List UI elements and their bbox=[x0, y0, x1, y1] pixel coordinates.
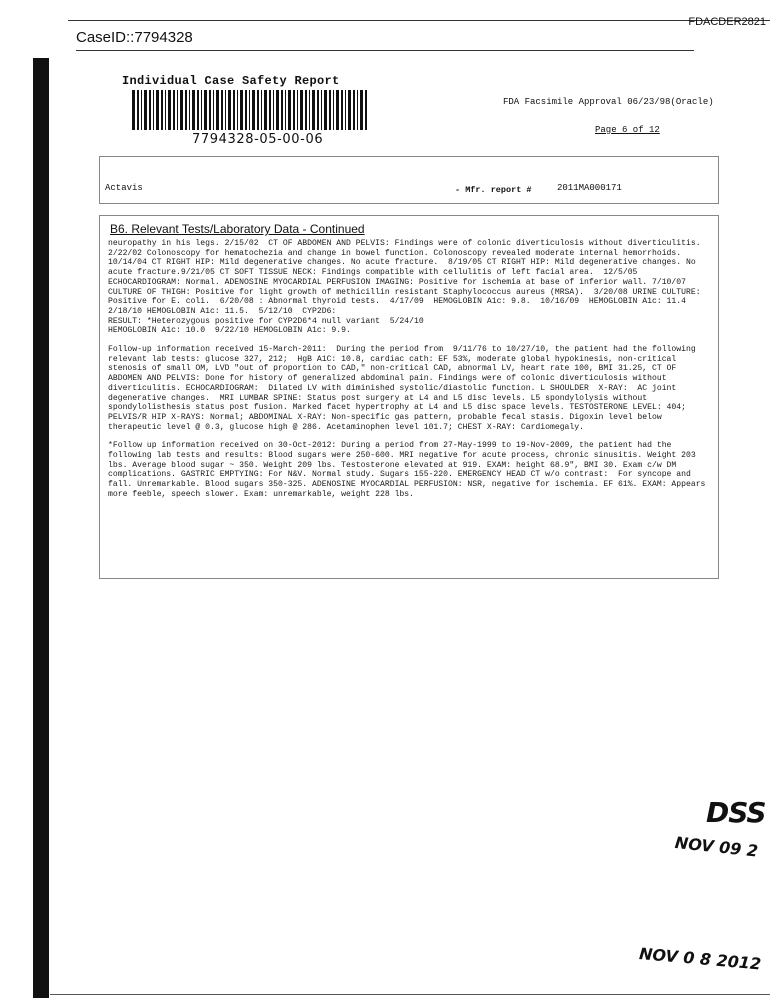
mfr-report-number: 2011MA000171 bbox=[557, 183, 622, 193]
report-title: Individual Case Safety Report bbox=[122, 74, 340, 88]
received-stamp-date: NOV 09 2 bbox=[674, 833, 759, 861]
case-id: CaseID::7794328 bbox=[76, 29, 193, 46]
bottom-rule bbox=[50, 994, 770, 995]
fda-approval: FDA Facsimile Approval 06/23/98(Oracle) bbox=[503, 97, 714, 107]
received-stamp-code: DSS bbox=[706, 796, 766, 829]
barcode-number: 7794328-05-00-06 bbox=[192, 132, 324, 147]
manufacturer-box bbox=[99, 156, 719, 204]
manufacturer-name: Actavis bbox=[105, 183, 143, 193]
lab-paragraph-2: Follow-up information received 15-March-2011: During the period from 9/11/76 to 10/27/10, the patient had the following relevant lab tests: glucose 327, 212; HgB A1C: 10.8, cardiac cath: EF 53%, moderate global hypokinesis, non-critical stenosis of small OM, LVD "out of proportion to CAD," non-critical CAD, abnormal LV, heart rate 100, BMI 31.25, CT OF ABDOMEN AND PELVIS: Done for history of generalized abdominal pain. Findings were of colonic diverticulosis without diverticulitis. ECHOCARDIOGRAM: Dilated LV with diminished systolic/diastolic function. L SHOULDER X-RAY: AC joint degenerative changes. MRI LUMBAR SPINE: Status post surgery at L4 and L5 disc levels. L5 spondylolysis without spondylolisthesis status post fusion. Marked facet hypertrophy at L4 and L5 disc space levels. TESTOSTERONE LEVEL: 404; PELVIS/R HIP X-RAYS: Normal; ABDOMINAL X-RAY: Non-specific gas pattern, probable fecal stasis. Digoxin level below therapeutic level @ 0.3, glucose high @ 286. Acetaminophen level 101.7; CHEST X-RAY: Cardiomegaly. bbox=[108, 345, 701, 432]
section-title: B6. Relevant Tests/Laboratory Data - Continued bbox=[110, 222, 365, 236]
mfr-report-label: - Mfr. report # bbox=[455, 185, 532, 195]
scan-margin-bar bbox=[33, 58, 49, 998]
lab-paragraph-3: *Follow up information received on 30-Oct-2012: During a period from 27-May-1999 to 19-Nov-2009, the patient had the following lab tests and results: Blood sugars were 250-600. MRI negative for acute process, chronic sinusitis. Weight 203 lbs. Average blood sugar ~ 350. Weight 209 lbs. Testosterone elevated at 919. EXAM: height 68.9", BMI 30. Exam c/w DM complications. GASTRIC EMPTYING: For N&V. Normal study. Sugars 155-220. EMERGENCY HEAD CT w/o contrast: For syncope and fall. Unremarkable. Blood sugars 350-325. ADENOSINE MYOCARDIAL PERFUSION: NSR, negative for ischemia. EF 61%. EXAM: Appears more feeble, speech slower. Exam: unremarkable, weight 228 lbs. bbox=[108, 441, 711, 499]
top-rule bbox=[68, 20, 770, 21]
document-id: FDACDER2821 bbox=[688, 16, 766, 28]
section-body bbox=[108, 239, 714, 509]
page-number: Page 6 of 12 bbox=[595, 125, 660, 135]
bottom-stamp-date: NOV 0 8 2012 bbox=[638, 944, 762, 974]
case-rule bbox=[76, 50, 694, 51]
lab-paragraph-1: neuropathy in his legs. 2/15/02 CT OF ABDOMEN AND PELVIS: Findings were of colonic diverticulosis without diverticulitis. 2/22/02 Colonoscopy for hematochezia and change in bowel function. Colonoscopy revealed moderate internal hemorrhoids. 10/14/04 CT RIGHT HIP: Mild degenerative changes. No acute fracture. 8/19/05 CT RIGHT HIP: Mild degenerative changes. No acute fracture.9/21/05 CT SOFT TISSUE NECK: Findings compatible with cellulitis of left facial area. 12/5/05 ECHOCARDIOGRAM: Normal. ADENOSINE MYOCARDIAL PERFUSION IMAGING: Positive for ischemia at base of inferior wall. 7/10/07 CULTURE OF THIGH: Positive for light growth of methicillin resistant Staphylococcus aureus (MRSA). 3/20/08 URINE CULTURE: Positive for E. coli. 6/20/08 : Abnormal thyroid tests. 4/17/09 HEMOGLOBIN A1c: 9.8. 10/16/09 HEMOGLOBIN A1c: 11.4 2/18/10 HEMOGLOBIN A1c: 11.5. 5/12/10 CYP2D6: RESULT: *Heterozygous positive for CYP2D6*4 null variant 5/24/10 HEMOGLOBIN A1c: 10.0 9/22/10 HEMOGLOBIN A1c: 9.9. bbox=[108, 239, 701, 336]
barcode-icon bbox=[132, 90, 368, 130]
